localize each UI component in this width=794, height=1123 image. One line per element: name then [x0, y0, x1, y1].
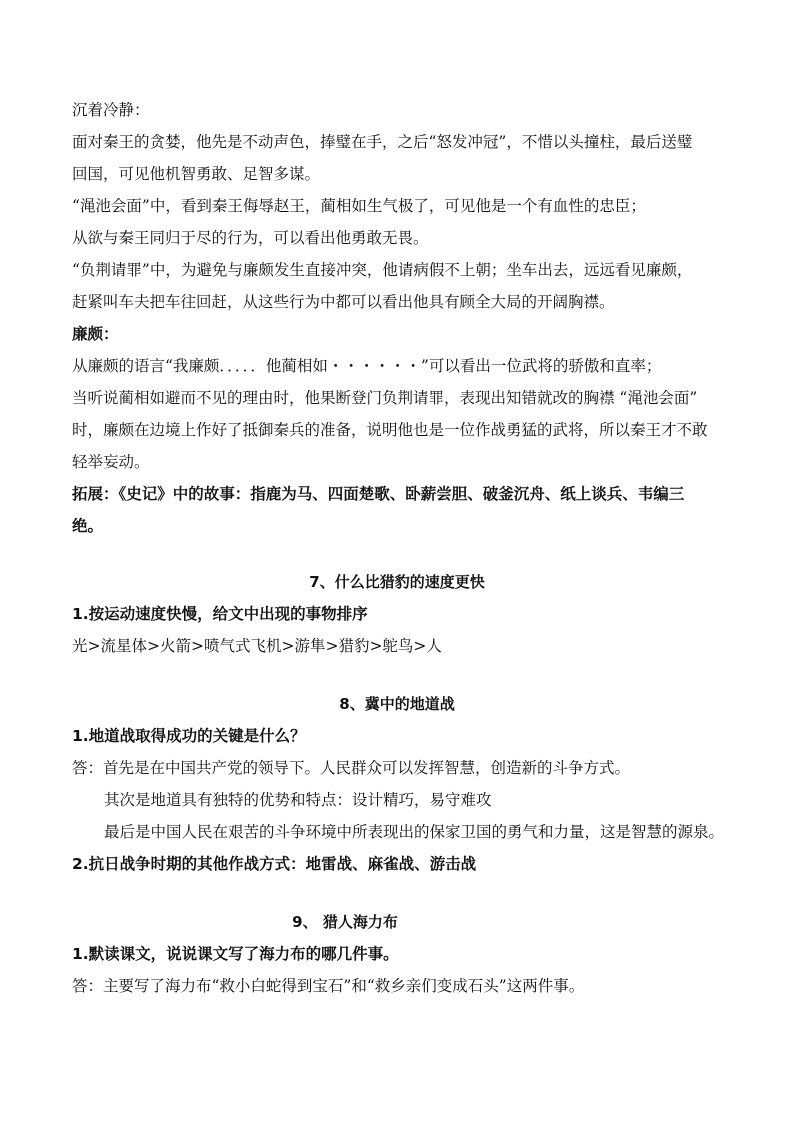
lian-heading: 廉颇：	[72, 325, 119, 343]
lesson-9-answer-1: 答：主要写了海力布“救小白蛇得到宝石”和“救乡亲们变成石头”这两件事。	[72, 977, 585, 995]
lesson-8-question-1: 1.地道战取得成功的关键是什么？	[72, 727, 306, 745]
lian-paragraph-1: 从廉颇的语言“我廉颇．．．．．他蔺相如・・・・・・”可以看出一位武将的骄傲和直率；	[72, 357, 662, 375]
lin-paragraph-3: 从欲与秦王同归于尽的行为，可以看出他勇敢无畏。	[72, 229, 429, 247]
lesson-7-title: 7、什么比猎豹的速度更快	[309, 573, 485, 591]
lesson-9-question-1: 1.默读课文，说说课文写了海力布的哪几件事。	[72, 945, 399, 963]
lin-paragraph-1b: 回国，可见他机智勇敢、足智多谋。	[72, 165, 321, 183]
lesson-7-answer-1: 光>流星体>火箭>喷气式飞机>游隼>猎豹>鸵鸟>人	[72, 637, 442, 655]
lin-heading: 沉着冷静：	[72, 101, 150, 119]
lian-paragraph-2a: 当听说蔺相如避而不见的理由时，他果断登门负荆请罪，表现出知错就改的胸襟 “渑池会面”	[72, 389, 698, 407]
lesson-7-question-1: 1.按运动速度快慢，给文中出现的事物排序	[72, 605, 368, 623]
lin-paragraph-2: “渑池会面”中，看到秦王侮辱赵王，蔺相如生气极了，可见他是一个有血性的忠臣；	[72, 197, 646, 215]
lesson-8-question-2: 2.抗日战争时期的其他作战方式：地雷战、麻雀战、游击战	[72, 855, 477, 873]
lesson-8-title: 8、冀中的地道战	[339, 695, 455, 713]
lian-paragraph-2c: 轻举妄动。	[72, 453, 150, 471]
extension-line-b: 绝。	[72, 517, 104, 535]
lesson-8-answer-1: 答：首先是在中国共产党的领导下。人民群众可以发挥智慧，创造新的斗争方式。	[72, 759, 631, 777]
lin-paragraph-4b: 赶紧叫车夫把车往回赶，从这些行为中都可以看出他具有顾全大局的开阔胸襟。	[72, 293, 615, 311]
lesson-9-title: 9、 猎人海力布	[292, 913, 398, 931]
lin-paragraph-4a: “负荆请罪”中，为避免与廉颇发生直接冲突，他请病假不上朝；坐车出去，远远看见廉颇，	[72, 261, 693, 279]
lian-paragraph-2b: 时，廉颇在边境上作好了抵御秦兵的准备，说明他也是一位作战勇猛的武将，所以秦王才不敢	[72, 421, 708, 439]
lesson-8-answer-3: 最后是中国人民在艰苦的斗争环境中所表现出的保家卫国的勇气和力量，这是智慧的源泉。	[104, 823, 725, 841]
extension-line-a: 拓展：《史记》中的故事：指鹿为马、四面楚歌、卧薪尝胆、破釜沉舟、纸上谈兵、韦编三	[72, 485, 685, 503]
lin-paragraph-1a: 面对秦王的贪婪，他先是不动声色，捧璧在手，之后“怒发冲冠”，不惜以头撞柱，最后送璧	[72, 133, 693, 151]
lesson-8-answer-2: 其次是地道具有独特的优势和特点：设计精巧，易守难攻	[104, 791, 492, 809]
